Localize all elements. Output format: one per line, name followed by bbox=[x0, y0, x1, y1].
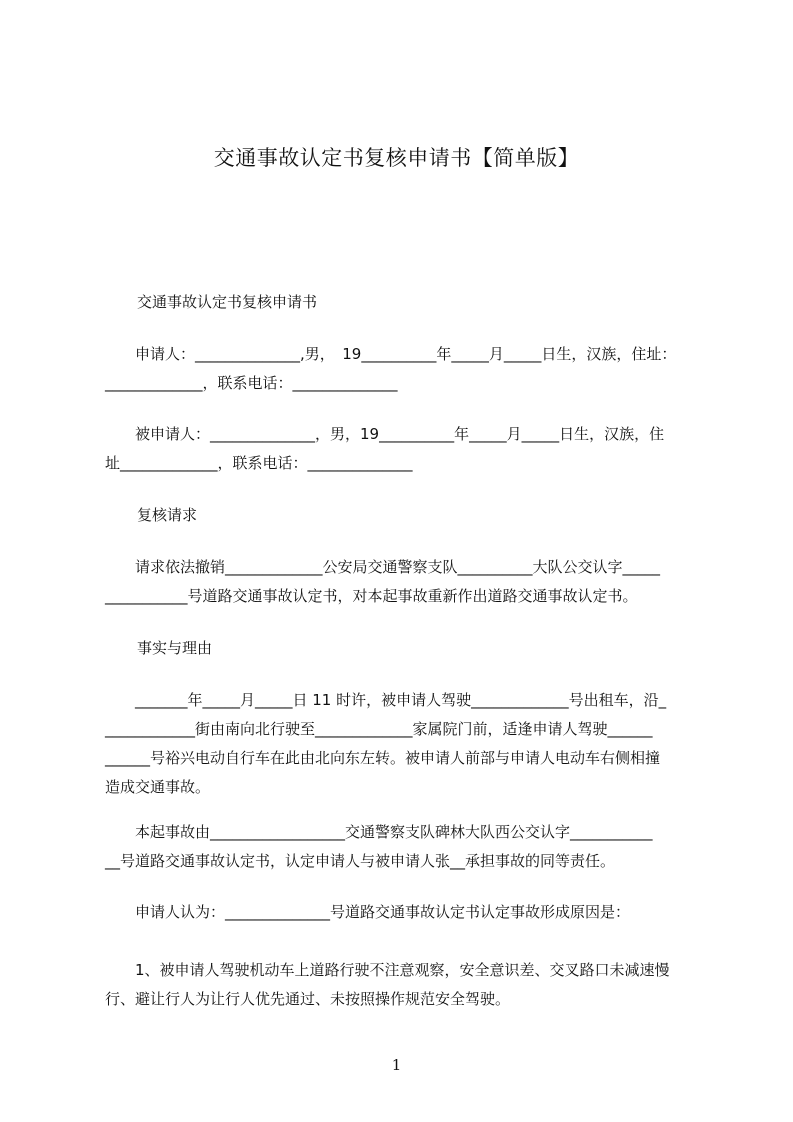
accident-paragraph bbox=[105, 818, 705, 876]
facts-line-1: _______年_____月_____日 11 时许，被申请人驾驶_____________号出租车，沿_ bbox=[105, 691, 667, 709]
point-1-paragraph bbox=[105, 956, 705, 1014]
document-title: 交通事故认定书复核申请书【简单版】 bbox=[213, 146, 580, 170]
applicant-line-1: 申请人：______________,男， 19__________年_____月_____日生，汉族，住址： bbox=[105, 345, 677, 363]
facts-line-3: ______号裕兴电动自行车在此由北向东左转。被申请人前部与申请人电动车右侧相撞 bbox=[105, 749, 661, 767]
request-heading: 复核请求 bbox=[137, 506, 198, 524]
facts-paragraph bbox=[105, 686, 705, 802]
document-subtitle: 交通事故认定书复核申请书 bbox=[137, 293, 318, 311]
point-1-line-2: 行、避让行人为让行人优先通过、未按照操作规范安全驾驶。 bbox=[105, 990, 511, 1008]
accident-line-2: __号道路交通事故认定书，认定申请人与被申请人张__承担事故的同等责任。 bbox=[105, 852, 616, 870]
respondent-line-1: 被申请人：______________，男，19__________年_____月_____日生，汉族，住 bbox=[105, 425, 665, 443]
request-line-1: 请求依法撤销_____________公安局交通警察支队__________大队公交认字_____ bbox=[105, 558, 661, 576]
page-number: 1 bbox=[391, 1056, 402, 1074]
applicant-paragraph bbox=[105, 340, 705, 398]
respondent-line-2: 址_____________，联系电话：______________ bbox=[105, 454, 413, 472]
point-1-line-1: 1、被申请人驾驶机动车上道路行驶不注意观察，安全意识差、交叉路口未减速慢 bbox=[105, 961, 670, 979]
respondent-paragraph bbox=[105, 420, 705, 478]
facts-line-4: 造成交通事故。 bbox=[105, 778, 211, 796]
facts-line-2: ____________街由南向北行驶至_____________家属院门前，适逢申请人驾驶______ bbox=[105, 720, 653, 738]
opinion-paragraph bbox=[105, 898, 705, 927]
facts-heading: 事实与理由 bbox=[137, 639, 213, 657]
applicant-line-2: _____________，联系电话：______________ bbox=[105, 374, 398, 392]
opinion-line: 申请人认为：______________号道路交通事故认定书认定事故形成原因是： bbox=[105, 903, 631, 921]
accident-line-1: 本起事故由__________________交通警察支队碑林大队西公交认字___________ bbox=[105, 823, 653, 841]
request-paragraph bbox=[105, 553, 705, 611]
request-line-2: ___________号道路交通事故认定书，对本起事故重新作出道路交通事故认定书。 bbox=[105, 587, 638, 605]
